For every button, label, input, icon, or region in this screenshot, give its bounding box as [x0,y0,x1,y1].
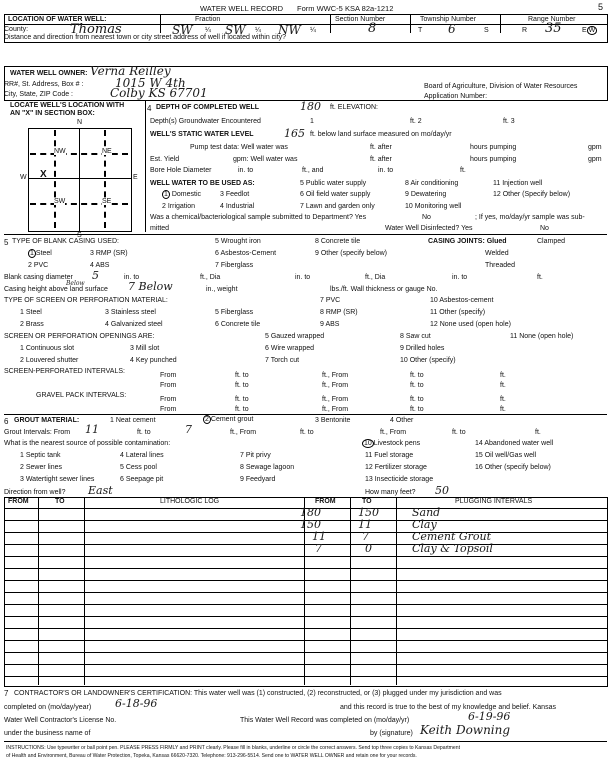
fraction-3[interactable]: NW [278,23,301,37]
gravel-interval-2-part-4: ft. [500,396,506,403]
screen-interval-0-part-0: From [160,372,177,379]
log-row-line [4,532,607,533]
contam-septic[interactable]: 1 Septic tank [20,452,61,459]
use-industrial[interactable]: 4 Industrial [220,203,255,210]
contam-cesspool[interactable]: 5 Cess pool [120,464,157,471]
range-w: W [588,27,596,34]
grout-to-label: ft. to [137,429,151,436]
casing-abs[interactable]: 4 ABS [90,262,110,269]
gw-3: ft. 3 [503,118,515,125]
use-label: WELL WATER TO BE USED AS: [150,180,255,187]
contam-abandoned[interactable]: 14 Abandoned water well [475,440,554,447]
opening-drilled[interactable]: 9 Drilled holes [400,345,445,352]
screen-interval-0-part-1: ft. to [235,372,249,379]
contam-livestock[interactable]: 10 Livestock pens [364,440,421,447]
plug-to-2[interactable]: 11 [358,518,372,531]
diameter-ft: ft., Dia [200,274,221,281]
log-to-header: TO [55,498,65,505]
plug-from-1[interactable]: 180 [300,506,321,519]
south-label: S [77,232,82,239]
board-label: Board of Agriculture, Division of Water Resources [424,83,578,90]
use-feedlot[interactable]: 3 Feedlot [220,191,250,198]
gw-1: 1 [310,118,314,125]
cert-line-1: CONTRACTOR'S OR LANDOWNER'S CERTIFICATION: This water well was (1) constructed, (2) reconstructed, or (3) plugged under my jurisdiction and was [14,690,502,697]
contam-oilgas[interactable]: 15 Oil well/Gas well [475,452,537,459]
pump-test-label: Pump test data: Well water was [190,144,288,151]
log-row-line [4,628,607,629]
contam-lagoon[interactable]: 8 Sewage lagoon [240,464,295,471]
lithologic-header: LITHOLOGIC LOG [160,498,220,505]
form-number: Form WWC-5 [297,4,343,13]
diameter-value[interactable]: 5 [92,269,99,282]
record-label: This Water Well Record was completed on (mo/day/yr) [240,717,410,724]
contam-insecticide[interactable]: 13 Insecticide storage [365,476,434,483]
casing-label: TYPE OF BLANK CASING USED: [12,238,119,245]
screen-interval-1-part-3: ft. to [410,382,424,389]
form-ksa: KSA 82a-1212 [345,4,394,13]
screen-interval-1-part-1: ft. to [235,382,249,389]
nw-label: NW [54,148,66,155]
west-label: W [20,174,27,181]
range-value[interactable]: 35 [545,21,562,36]
gravel-interval-2-part-3: ft. to [410,396,424,403]
log-row-line [4,616,607,617]
openings-label: SCREEN OR PERFORATION OPENINGS ARE: [4,333,155,340]
owner-value[interactable]: Verna Reilley [90,64,171,78]
static-level-label: WELL'S STATIC WATER LEVEL [150,131,254,138]
log-row-line [4,664,607,665]
use-other[interactable]: 12 Other (Specify below) [493,191,571,198]
height-label: Casing height above land surface [4,286,108,293]
north-label: N [77,119,83,126]
gravel-interval-3-part-3: ft. to [410,406,424,413]
bore-ft2: ft. [460,167,466,174]
grout-bentonite[interactable]: 3 Bentonite [315,417,351,424]
grout-cement[interactable]: 2 Cement grout [205,416,254,423]
grout-ft-to2: ft. to [452,429,466,436]
casing-asbestos[interactable]: 6 Asbestos-Cement [215,250,277,257]
county-label: County: [4,26,29,33]
use-domestic[interactable]: 1 Domestic [164,191,202,198]
township-prefix: T [418,27,423,34]
section-value[interactable]: 8 [368,21,377,36]
contam-fertilizer[interactable]: 12 Fertilizer storage [365,464,427,471]
grout-ft-to: ft. to [300,429,314,436]
signature-value[interactable]: Keith Downing [420,723,511,737]
contam-fuel[interactable]: 11 Fuel storage [365,452,414,459]
screen-galvanized[interactable]: 4 Galvanized steel [105,321,163,328]
screen-interval-0-part-2: ft., From [322,372,349,379]
grout-intervals-label: Grout Intervals: From [4,429,71,436]
range-e: E [582,27,587,34]
yield-label: Est. Yield [150,156,180,163]
opening-key[interactable]: 4 Key punched [130,357,177,364]
contamination-label: What is the nearest source of possible contamination: [4,440,171,447]
groundwater-label: Depth(s) Groundwater Encountered [150,118,261,125]
depth-label: DEPTH OF COMPLETED WELL [156,104,260,111]
elevation-label: ft. ELEVATION: [330,104,378,111]
disinfected-no[interactable]: No [540,225,549,232]
opening-gauzed[interactable]: 5 Gauzed wrapped [265,333,325,340]
log-row-line [4,640,607,641]
use-dewatering[interactable]: 9 Dewatering [405,191,447,198]
screen-stainless[interactable]: 3 Stainless steel [105,309,156,316]
section-box[interactable] [28,128,132,232]
direction-value[interactable]: East [88,484,113,497]
app-number-label: Application Number: [424,93,488,100]
quarter-mark-1: ¼ [205,27,211,34]
township-label: Township Number [420,16,477,23]
depth-value[interactable]: 180 [300,100,321,113]
plug-desc-4[interactable]: Clay & Topsoil [412,542,493,555]
joints-threaded[interactable]: Threaded [485,262,515,269]
contam-sewer[interactable]: 2 Sewer lines [20,464,63,471]
city-label: City, State, ZIP Code : [4,91,73,98]
height-in-weight: in., weight [206,286,238,293]
log-row-line [4,652,607,653]
screen-interval-1-part-4: ft. [500,382,506,389]
opening-mill[interactable]: 3 Mill slot [130,345,160,352]
section-number-4: 4 [147,104,152,113]
log-row-line [4,544,607,545]
plug-from-2[interactable]: 150 [300,518,321,531]
log-row-line [4,676,607,677]
yield-gpm-end: gpm [588,156,602,163]
ne-label: NE [102,148,112,155]
bore-ft: ft., and [302,167,324,174]
grout-from-value[interactable]: 11 [85,423,99,436]
section-number-5: 5 [4,238,9,247]
plug-to-3[interactable]: 7 [362,530,369,543]
use-monitoring[interactable]: 10 Monitoring well [405,203,462,210]
log-row-line [4,556,607,557]
form-title: WATER WELL RECORD [200,4,284,13]
license-label: Water Well Contractor's License No. [4,717,117,724]
use-air[interactable]: 8 Air conditioning [405,180,459,187]
use-public[interactable]: 5 Public water supply [300,180,367,187]
contam-feedyard[interactable]: 9 Feedyard [240,476,276,483]
opening-continuous[interactable]: 1 Continuous slot [20,345,75,352]
business-label: under the business name of [4,730,91,737]
screen-intervals-label: SCREEN-PERFORATED INTERVALS: [4,368,125,375]
plug-to-header: TO [362,498,372,505]
completed-label: completed on (mo/day/year) [4,704,92,711]
fraction-label: Fraction [195,16,221,23]
screen-interval-1-part-0: From [160,382,177,389]
section-number-7: 7 [4,689,9,698]
range-prefix: R [522,27,528,34]
opening-none[interactable]: 11 None (open hole) [510,333,574,340]
casing-other[interactable]: 9 Other (specify below) [315,250,387,257]
screen-concrete[interactable]: 6 Concrete tile [215,321,261,328]
township-value[interactable]: 6 [448,22,456,36]
log-row-line [4,604,607,605]
well-location-mark: X [40,169,47,180]
screen-interval-0-part-4: ft. [500,372,506,379]
range-ew [582,27,597,34]
locate-label-1: LOCATE WELL'S LOCATION WITH [10,102,125,109]
distance-label: Distance and direction from nearest town or city street address of well if located within city? [4,34,287,41]
screen-interval-0-part-3: ft. to [410,372,424,379]
yield-hours: hours pumping [470,156,517,163]
range-label: Range Number [528,16,576,23]
howmany-value[interactable]: 50 [435,484,449,497]
gravel-interval-2-part-0: From [160,396,177,403]
casing-joints: CASING JOINTS: Glued [428,238,507,245]
pump-after: ft. after [370,144,392,151]
casing-steel[interactable]: 1 Steel [30,250,52,257]
gravel-interval-3-part-4: ft. [500,406,506,413]
static-level-tail: ft. below land surface measured on mo/day/yr [310,131,452,138]
opening-other[interactable]: 10 Other (specify) [400,357,456,364]
locate-label-2: AN "X" IN SECTION BOX: [10,110,95,117]
direction-label: Direction from well? [4,489,66,496]
plug-to-1[interactable]: 150 [358,506,379,519]
plugging-header: PLUGGING INTERVALS [455,498,533,505]
yield-after: ft. after [370,156,392,163]
disinfected-label: Water Well Disinfected? Yes [385,225,473,232]
contam-lateral[interactable]: 4 Lateral lines [120,452,164,459]
log-from-header: FROM [8,498,29,505]
completed-value[interactable]: 6-18-96 [115,697,158,710]
chem-mitted: mitted [150,225,170,232]
page-mark: 5 [598,2,604,12]
height-below-note: Below [66,280,85,287]
location-label: LOCATION OF WATER WELL: [8,16,107,23]
casing-rmp[interactable]: 3 RMP (SR) [90,250,128,257]
grout-ft-from: ft., From [230,429,257,436]
city-value[interactable]: Colby KS 67701 [110,86,208,100]
weight-tail: lbs./ft. Wall thickness or gauge No. [330,286,438,293]
grout-label: GROUT MATERIAL: [14,417,80,424]
fraction-1[interactable]: SW [172,23,193,37]
joints-clamped[interactable]: Clamped [537,238,566,245]
pump-hours: hours pumping [470,144,517,151]
gravel-interval-2-part-1: ft. to [235,396,249,403]
howmany-label: How many feet? [365,489,416,496]
grout-ft-end: ft. [535,429,541,436]
bore-in: in. to [238,167,254,174]
se-label: SE [102,198,112,205]
quarter-mark-3: ¼ [310,27,316,34]
grout-other[interactable]: 4 Other [390,417,414,424]
log-row-line [4,568,607,569]
log-row-line [4,592,607,593]
screen-other[interactable]: 11 Other (specify) [430,309,486,316]
joints-welded[interactable]: Welded [485,250,509,257]
east-label: E [133,174,138,181]
screen-interval-1-part-2: ft., From [322,382,349,389]
address-value[interactable]: 1015 W 4th [115,76,186,90]
use-oilfield[interactable]: 6 Oil field water supply [300,191,371,198]
screen-brass[interactable]: 2 Brass [20,321,44,328]
plug-desc-1[interactable]: Sand [412,506,441,519]
height-value[interactable]: 7 Below [128,280,173,293]
screen-steel[interactable]: 1 Steel [20,309,42,316]
diameter-in2: in. to [295,274,311,281]
contam-privy[interactable]: 7 Pit privy [240,452,271,459]
plug-from-header: FROM [315,498,336,505]
section-number-6: 6 [4,417,9,426]
casing-concrete[interactable]: 8 Concrete tile [315,238,361,245]
gravel-intervals-label: GRAVEL PACK INTERVALS: [36,392,127,399]
cert-line-2-tail: and this record is true to the best of my knowledge and belief. Kansas [340,704,556,711]
screen-pvc[interactable]: 7 PVC [320,297,341,304]
grout-to-value[interactable]: 7 [185,423,192,436]
chem-tail: ; If yes, mo/day/yr sample was sub- [475,214,585,221]
screen-label: TYPE OF SCREEN OR PERFORATION MATERIAL: [4,297,168,304]
diameter-label: Blank casing diameter [4,274,73,281]
gravel-interval-3-part-1: ft. to [235,406,249,413]
gravel-interval-2-part-2: ft., From [322,396,349,403]
screen-fiberglass[interactable]: 5 Fiberglass [215,309,254,316]
plug-desc-2[interactable]: Clay [412,518,437,531]
plug-from-3[interactable]: 11 [312,530,326,543]
township-suffix: S [484,27,489,34]
pump-gpm: gpm [588,144,602,151]
screen-abs[interactable]: 9 ABS [320,321,340,328]
use-injection[interactable]: 11 Injection well [493,180,543,187]
quarter-mark-2: ¼ [255,27,261,34]
fraction-2[interactable]: SW [225,23,246,37]
opening-wire[interactable]: 6 Wire wrapped [265,345,315,352]
signature-label: by (signature) [370,730,413,737]
diameter-ft3: ft. [537,274,543,281]
address-label: RR#, St. Address, Box # : [4,81,84,88]
sw-label: SW [54,198,66,205]
chem-question: Was a chemical/bacteriological sample submitted to Department? Yes [150,214,367,221]
casing-pvc[interactable]: 2 PVC [28,262,49,269]
plug-from-4[interactable]: 7 [315,542,322,555]
casing-fiberglass[interactable]: 7 Fiberglass [215,262,254,269]
instructions-2: of Health and Environment, Bureau of Water Protection, Topeka, Kansas 66620-7320. Telephone: 913-296-5514. Send one to WATER WELL OWNER and retain one for your records. [6,753,417,759]
county-value[interactable]: Thomas [70,22,122,37]
screen-none[interactable]: 12 None used (open hole) [430,321,511,328]
contam-other[interactable]: 16 Other (specify below) [475,464,551,471]
screen-asbestos[interactable]: 10 Asbestos-cement [430,297,494,304]
record-value[interactable]: 6-19-96 [468,710,511,723]
contam-seepage[interactable]: 6 Seepage pit [120,476,164,483]
bore-in2: in. to [378,167,394,174]
plug-to-4[interactable]: 0 [365,542,372,555]
casing-wrought[interactable]: 5 Wrought iron [215,238,261,245]
grout-ft-from2: ft., From [380,429,407,436]
grout-neat[interactable]: 1 Neat cement [110,417,156,424]
contam-watertight[interactable]: 3 Watertight sewer lines [20,476,95,483]
section-label: Section Number [335,16,386,23]
yield-gpm: gpm: Well water was [233,156,298,163]
opening-torch[interactable]: 7 Torch cut [265,357,300,364]
diameter-ft2: ft., Dia [365,274,386,281]
bore-label: Bore Hole Diameter [150,167,212,174]
use-irrigation[interactable]: 2 Irrigation [162,203,196,210]
gw-2: ft. 2 [410,118,422,125]
gravel-interval-3-part-2: ft., From [322,406,349,413]
diameter-to: in. to [124,274,140,281]
opening-louvered[interactable]: 2 Louvered shutter [20,357,79,364]
screen-rmp[interactable]: 8 RMP (SR) [320,309,358,316]
chem-no[interactable]: No [422,214,431,221]
static-level-value[interactable]: 165 [284,127,305,140]
instructions-1: INSTRUCTIONS: Use typewriter or ball point pen. PLEASE PRESS FIRMLY and PRINT clearly. Please fill in blanks, underline or circle the correct answers. Send top three copies to Kansas Department [6,745,461,751]
diameter-in3: in. to [452,274,468,281]
gravel-interval-3-part-0: From [160,406,177,413]
log-row-line [4,580,607,581]
use-lawn[interactable]: 7 Lawn and garden only [300,203,375,210]
owner-label: WATER WELL OWNER: [10,70,88,77]
plug-desc-3[interactable]: Cement Grout [412,530,492,543]
opening-saw[interactable]: 8 Saw cut [400,333,431,340]
